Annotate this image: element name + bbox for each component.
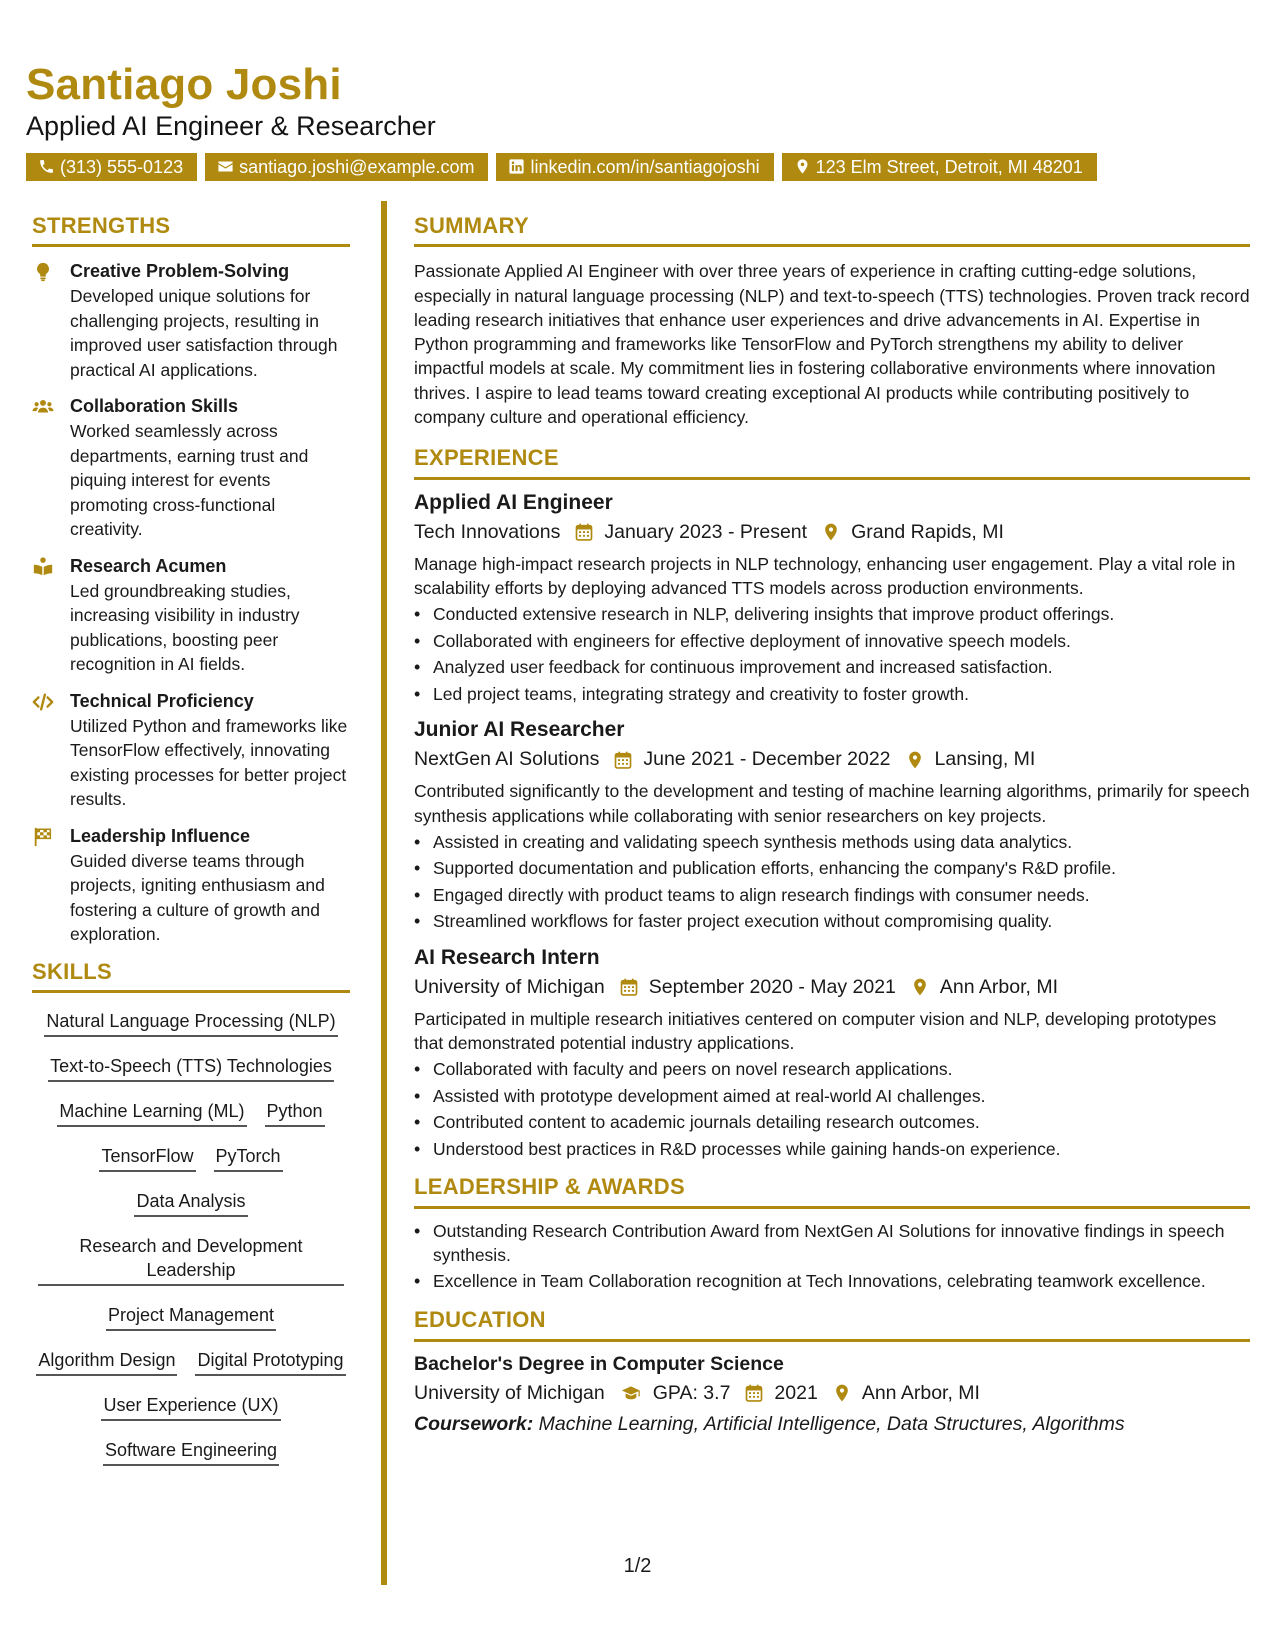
map-pin-icon bbox=[794, 158, 811, 175]
contact-linkedin[interactable] bbox=[496, 153, 773, 181]
candidate-name: Santiago Joshi bbox=[26, 60, 342, 109]
column-divider bbox=[381, 201, 387, 1585]
award-item: • Outstanding Research Contribution Award from NextGen AI Solutions for innovative findings in speech synthesis. bbox=[414, 1219, 1250, 1268]
strength-title: Research Acumen bbox=[70, 555, 227, 576]
bullet-item: • Contributed content to academic journals detailing research outcomes. bbox=[414, 1109, 1250, 1136]
job-dates: June 2021 - December 2022 bbox=[643, 748, 891, 771]
bullet-item: • Supported documentation and publication efforts, enhancing the company's R&D profile. bbox=[414, 855, 1250, 882]
contact-address-text: 123 Elm Street, Detroit, MI 48201 bbox=[815, 156, 1083, 177]
strength-title: Technical Proficiency bbox=[70, 690, 254, 711]
bullet-item: • Collaborated with engineers for effective deployment of innovative speech models. bbox=[414, 628, 1250, 655]
job-meta bbox=[414, 517, 1250, 548]
award-item: • Excellence in Team Collaboration recognition at Tech Innovations, celebrating teamwork excellence. bbox=[414, 1269, 1250, 1294]
job-entry bbox=[414, 715, 1250, 935]
skill-tag: Project Management bbox=[106, 1303, 276, 1331]
bullet-item: • Conducted extensive research in NLP, delivering insights that improve product offerings. bbox=[414, 601, 1250, 628]
skill-tag: PyTorch bbox=[214, 1144, 283, 1172]
contact-linkedin-text: linkedin.com/in/santiagojoshi bbox=[530, 156, 760, 177]
map-pin-icon bbox=[905, 750, 925, 770]
job-bullets bbox=[414, 1056, 1250, 1162]
contact-bar bbox=[26, 153, 1256, 181]
skill-tag: Natural Language Processing (NLP) bbox=[44, 1009, 337, 1037]
skill-tag: User Experience (UX) bbox=[101, 1393, 280, 1421]
strength-item bbox=[32, 689, 350, 812]
bullet-item: • Collaborated with faculty and peers on novel research applications. bbox=[414, 1056, 1250, 1083]
strength-title: Creative Problem-Solving bbox=[70, 261, 290, 282]
flag-checkered-icon bbox=[32, 826, 54, 848]
skill-tag: Algorithm Design bbox=[36, 1348, 177, 1376]
job-bullets bbox=[414, 601, 1250, 707]
bullet-item: • Led project teams, integrating strategy and creativity to foster growth. bbox=[414, 681, 1250, 708]
strength-item bbox=[32, 824, 350, 947]
job-description: Participated in multiple research initiatives centered on computer vision and NLP, developing prototypes that demonstrated potential industry applications. bbox=[414, 1008, 1217, 1054]
summary-heading: SUMMARY bbox=[414, 213, 1250, 247]
education-meta bbox=[414, 1378, 1250, 1409]
bullet-item: • Streamlined workflows for faster project execution without compromising quality. bbox=[414, 908, 1250, 935]
candidate-title: Applied AI Engineer & Researcher bbox=[26, 111, 436, 142]
coursework bbox=[414, 1409, 1250, 1439]
users-icon bbox=[32, 396, 54, 418]
job-meta bbox=[414, 744, 1250, 775]
summary-text: Passionate Applied AI Engineer with over three years of experience in crafting cutting-edge solutions, especially in natural language processing (NLP) and text-to-speech (TTS) technologies. Proven track record leading research initiatives that enhance user experiences and drive advancements in AI. Expertise in Python programming and frameworks like TensorFlow and PyTorch strengthens my ability to deliver impactful models at scale. My commitment lies in fostering collaborative environments where innovation thrives. I aspire to lead teams toward creating exceptional AI products while contributing positively to company culture and operational efficiency. bbox=[414, 261, 1250, 428]
gpa: GPA: 3.7 bbox=[652, 1381, 731, 1404]
strength-item bbox=[32, 394, 350, 542]
linkedin-icon bbox=[508, 158, 525, 175]
experience-heading: EXPERIENCE bbox=[414, 445, 1250, 479]
contact-phone-text: (313) 555-0123 bbox=[60, 156, 184, 177]
job-entry bbox=[414, 488, 1250, 708]
envelope-icon bbox=[217, 158, 234, 175]
awards-heading: LEADERSHIP & AWARDS bbox=[414, 1174, 1250, 1208]
job-role: Junior AI Researcher bbox=[414, 718, 625, 742]
education-location: Ann Arbor, MI bbox=[861, 1381, 980, 1404]
map-pin-icon bbox=[832, 1383, 852, 1403]
job-dates: September 2020 - May 2021 bbox=[648, 975, 896, 998]
skill-tag: TensorFlow bbox=[99, 1144, 195, 1172]
strengths-heading: STRENGTHS bbox=[32, 213, 350, 247]
job-company: University of Michigan bbox=[414, 975, 605, 998]
job-location: Lansing, MI bbox=[934, 748, 1036, 771]
job-description: Manage high-impact research projects in NLP technology, enhancing user engagement. Play a vital role in scalability efforts by deploying advanced TTS models across production environments. bbox=[414, 553, 1236, 598]
job-dates: January 2023 - Present bbox=[604, 520, 808, 543]
strength-desc: Utilized Python and frameworks like TensorFlow effectively, innovating existing processes for better project results. bbox=[70, 715, 348, 810]
degree: Bachelor's Degree in Computer Science bbox=[414, 1352, 784, 1375]
education-entry bbox=[414, 1350, 1250, 1439]
strength-desc: Worked seamlessly across departments, earning trust and piquing interest for events promoting cross-functional creativity. bbox=[70, 421, 309, 540]
job-role: Applied AI Engineer bbox=[414, 490, 613, 514]
strength-item bbox=[32, 259, 350, 382]
coursework-list: Machine Learning, Artificial Intelligence, Data Structures, Algorithms bbox=[538, 1412, 1125, 1435]
lightbulb-icon bbox=[32, 261, 54, 283]
skills-heading: SKILLS bbox=[32, 959, 350, 993]
right-column bbox=[414, 213, 1250, 1439]
graduation-cap-icon bbox=[619, 1383, 643, 1403]
strength-desc: Guided diverse teams through projects, igniting enthusiasm and fostering a culture of growth and exploration. bbox=[70, 850, 325, 945]
bullet-item: • Analyzed user feedback for continuous improvement and increased satisfaction. bbox=[414, 654, 1250, 681]
job-entry bbox=[414, 943, 1250, 1163]
calendar-icon bbox=[619, 977, 639, 997]
skill-tag: Machine Learning (ML) bbox=[57, 1099, 246, 1127]
book-reader-icon bbox=[32, 556, 54, 578]
job-company: NextGen AI Solutions bbox=[414, 748, 600, 771]
skill-tag: Software Engineering bbox=[103, 1438, 279, 1466]
map-pin-icon bbox=[821, 522, 841, 542]
bullet-item: • Understood best practices in R&D processes while gaining hands-on experience. bbox=[414, 1136, 1250, 1163]
contact-email[interactable] bbox=[205, 153, 488, 181]
contact-address[interactable] bbox=[782, 153, 1097, 181]
strengths-list bbox=[32, 259, 350, 947]
skill-tag: Data Analysis bbox=[134, 1189, 247, 1217]
phone-icon bbox=[38, 158, 55, 175]
skill-tag: Text-to-Speech (TTS) Technologies bbox=[48, 1054, 334, 1082]
page-number: 1/2 bbox=[623, 1555, 652, 1577]
strength-title: Collaboration Skills bbox=[70, 396, 239, 417]
job-company: Tech Innovations bbox=[414, 520, 561, 543]
bullet-item: • Assisted with prototype development aimed at real-world AI challenges. bbox=[414, 1083, 1250, 1110]
strength-desc: Led groundbreaking studies, increasing visibility in industry publications, boosting peer recognition in AI fields. bbox=[70, 580, 300, 675]
bullet-item: • Engaged directly with product teams to align research findings with consumer needs. bbox=[414, 882, 1250, 909]
skill-tag: Digital Prototyping bbox=[195, 1348, 345, 1376]
coursework-label: Coursework: bbox=[414, 1412, 534, 1435]
contact-email-text: santiago.joshi@example.com bbox=[239, 156, 475, 177]
calendar-icon bbox=[744, 1383, 764, 1403]
map-pin-icon bbox=[910, 977, 930, 997]
job-location: Ann Arbor, MI bbox=[939, 975, 1059, 998]
strength-item bbox=[32, 554, 350, 677]
skills-list bbox=[32, 1009, 350, 1466]
code-icon bbox=[32, 691, 54, 713]
calendar-icon bbox=[613, 750, 633, 770]
bullet-item: • Assisted in creating and validating speech synthesis methods using data analytics. bbox=[414, 829, 1250, 856]
job-location: Grand Rapids, MI bbox=[851, 520, 1004, 543]
job-meta bbox=[414, 972, 1250, 1003]
strength-title: Leadership Influence bbox=[70, 825, 251, 846]
skill-tag: Research and Development Leadership bbox=[38, 1234, 344, 1286]
resume-header bbox=[26, 62, 1256, 181]
graduation-year: 2021 bbox=[774, 1381, 818, 1404]
awards-list bbox=[414, 1219, 1250, 1294]
strength-desc: Developed unique solutions for challenging projects, resulting in improved user satisfaction through practical AI applications. bbox=[70, 286, 338, 380]
job-role: AI Research Intern bbox=[414, 945, 600, 969]
left-column bbox=[32, 213, 350, 1466]
calendar-icon bbox=[574, 522, 594, 542]
job-description: Contributed significantly to the development and testing of machine learning algorithms, primarily for speech synthesis applications while collaborating with senior researchers on key projects. bbox=[414, 781, 1250, 826]
contact-phone[interactable] bbox=[26, 153, 197, 181]
job-bullets bbox=[414, 829, 1250, 935]
education-heading: EDUCATION bbox=[414, 1307, 1250, 1341]
school: University of Michigan bbox=[414, 1381, 605, 1404]
skill-tag: Python bbox=[265, 1099, 325, 1127]
